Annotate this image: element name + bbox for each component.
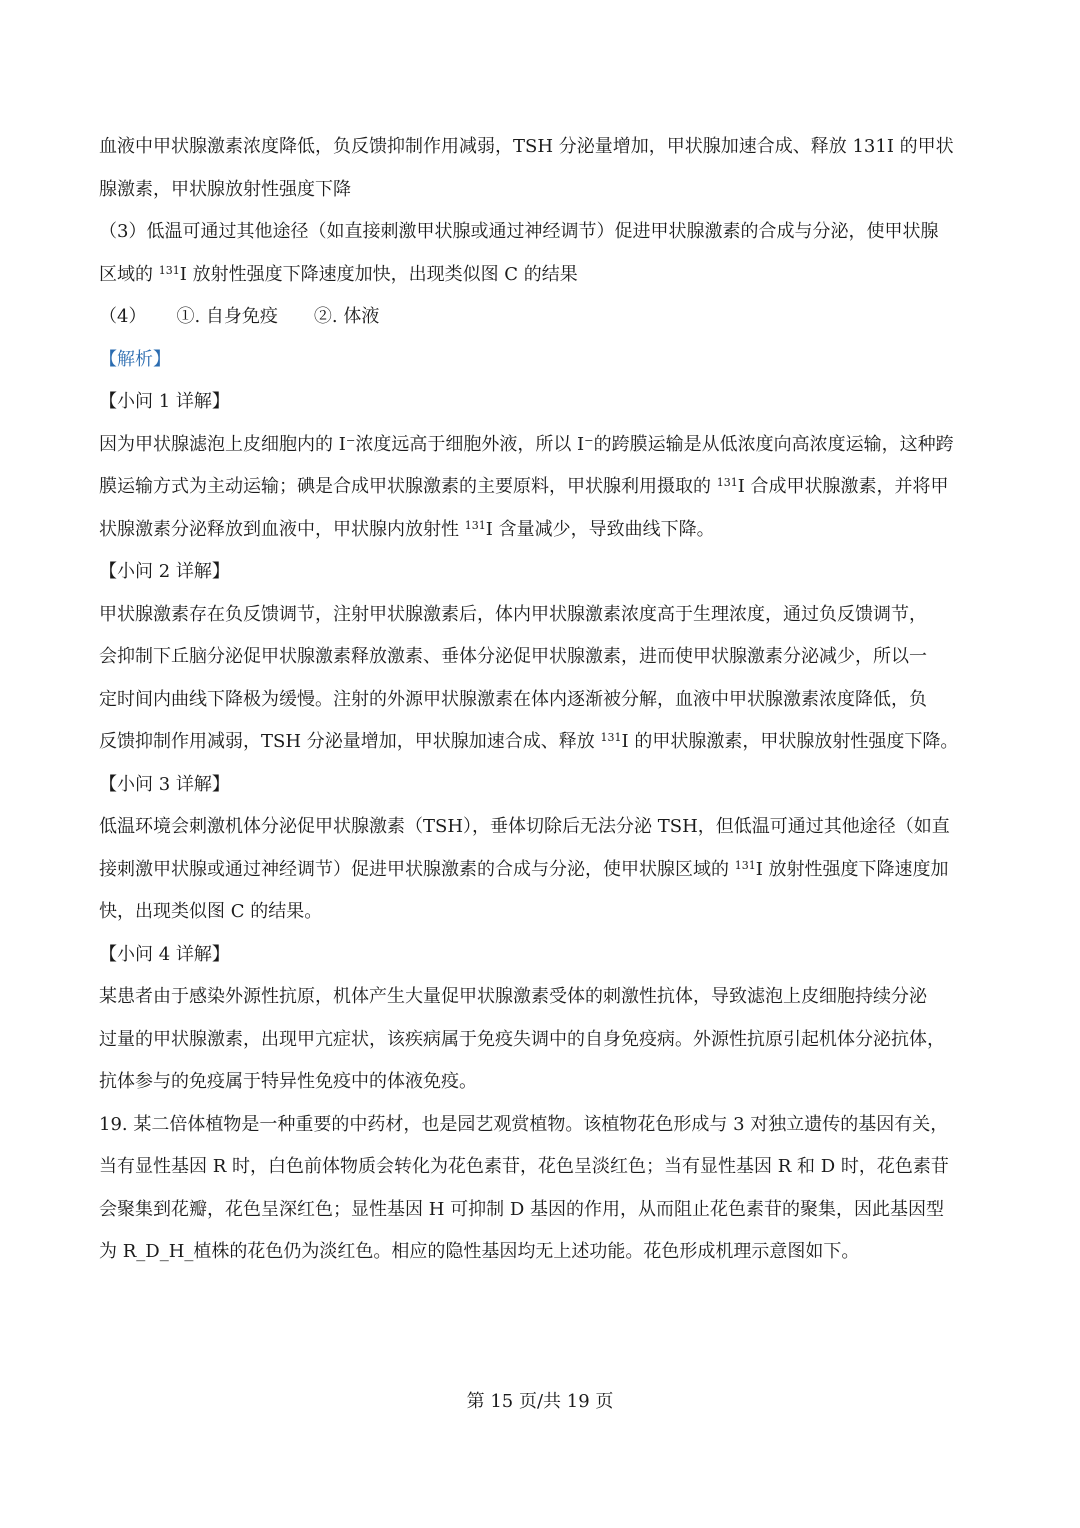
question-19-line-4: 为 R_D_H_植株的花色仍为淡红色。相应的隐性基因均无上述功能。花色形成机理示意图如下。 [99, 1241, 860, 1262]
q2-line-2: 会抑制下丘脑分泌促甲状腺激素释放激素、垂体分泌促甲状腺激素，进而使甲状腺激素分泌减少，所以一 [99, 646, 927, 667]
answer-3-line-1: （3）低温可通过其他途径（如直接刺激甲状腺或通过神经调节）促进甲状腺激素的合成与分泌，使甲状腺 [99, 221, 939, 242]
isotope-superscript: 131 [464, 518, 486, 532]
q3-heading: 【小问 3 详解】 [99, 773, 230, 795]
q2-line-1: 甲状腺激素存在负反馈调节，注射甲状腺激素后，体内甲状腺激素浓度高于生理浓度，通过负反馈调节， [99, 603, 927, 625]
answer-4-option-2: ②. 体液 [313, 306, 380, 327]
analysis-title: 【解析】 [99, 348, 171, 370]
answer-2-line-2: 腺激素，甲状腺放射性强度下降 [99, 178, 351, 200]
isotope-superscript: 131 [600, 730, 622, 744]
answer-4 [99, 296, 987, 339]
document-body [99, 126, 987, 1274]
isotope-superscript: 131 [734, 858, 756, 872]
q3-line-2: 接刺激甲状腺或通过神经调节）促进甲状腺激素的合成与分泌，使甲状腺区域的 $^{131}$I 放射性强度下降速度加 [99, 858, 949, 880]
q4-heading: 【小问 4 详解】 [99, 943, 230, 965]
q3-line-1: 低温环境会刺激机体分泌促甲状腺激素（TSH），垂体切除后无法分泌 TSH，但低温可通过其他途径（如直 [99, 816, 950, 837]
q2-line-4: 反馈抑制作用减弱，TSH 分泌量增加，甲状腺加速合成、释放 $^{131}$I 的甲状腺激素，甲状腺放射性强度下降。 [99, 730, 959, 752]
answer-2-line-1: 血液中甲状腺激素浓度降低，负反馈抑制作用减弱，TSH 分泌量增加，甲状腺加速合成、释放 131I 的甲状 [99, 136, 954, 157]
q4-line-2: 过量的甲状腺激素，出现甲亢症状，该疾病属于免疫失调中的自身免疫病。外源性抗原引起机体分泌抗体， [99, 1028, 945, 1050]
q4-line-3: 抗体参与的免疫属于特异性免疫中的体液免疫。 [99, 1071, 477, 1092]
question-19-line-3: 会聚集到花瓣，花色呈深红色；显性基因 H 可抑制 D 基因的作用，从而阻止花色素苷的聚集，因此基因型 [99, 1198, 945, 1220]
q4-line-1: 某患者由于感染外源性抗原，机体产生大量促甲状腺激素受体的刺激性抗体，导致滤泡上皮细胞持续分泌 [99, 986, 927, 1007]
question-19-line-2: 当有显性基因 R 时，白色前体物质会转化为花色素苷，花色呈淡红色；当有显性基因 R 和 D 时，花色素苷 [99, 1156, 949, 1177]
q2-line-3: 定时间内曲线下降极为缓慢。注射的外源甲状腺激素在体内逐渐被分解，血液中甲状腺激素浓度降低，负 [99, 688, 927, 710]
q1-line-3: 状腺激素分泌释放到血液中，甲状腺内放射性 $^{131}$I 含量减少，导致曲线下降。 [99, 518, 715, 540]
q1-heading: 【小问 1 详解】 [99, 391, 230, 412]
answer-4-number: （4） [99, 306, 147, 327]
q2-heading: 【小问 2 详解】 [99, 561, 230, 582]
answer-4-option-1: ①. 自身免疫 [176, 306, 278, 327]
page-footer: 第 15 页/共 19 页 [466, 1391, 614, 1412]
q1-line-2: 膜运输方式为主动运输；碘是合成甲状腺激素的主要原料，甲状腺利用摄取的 $^{131}$I 合成甲状腺激素，并将甲 [99, 475, 949, 497]
isotope-superscript: 131 [158, 263, 180, 277]
isotope-superscript: 131 [716, 475, 738, 489]
question-19-line-1: 19. 某二倍体植物是一种重要的中药材，也是园艺观赏植物。该植物花色形成与 3 对独立遗传的基因有关， [99, 1113, 949, 1135]
answer-3-line-2: 区域的 $^{131}$I 放射性强度下降速度加快，出现类似图 C 的结果 [99, 263, 578, 285]
q1-line-1: 因为甲状腺滤泡上皮细胞内的 I⁻浓度远高于细胞外液，所以 I⁻的跨膜运输是从低浓度向高浓度运输，这种跨 [99, 433, 954, 455]
q3-line-3: 快，出现类似图 C 的结果。 [99, 901, 323, 922]
